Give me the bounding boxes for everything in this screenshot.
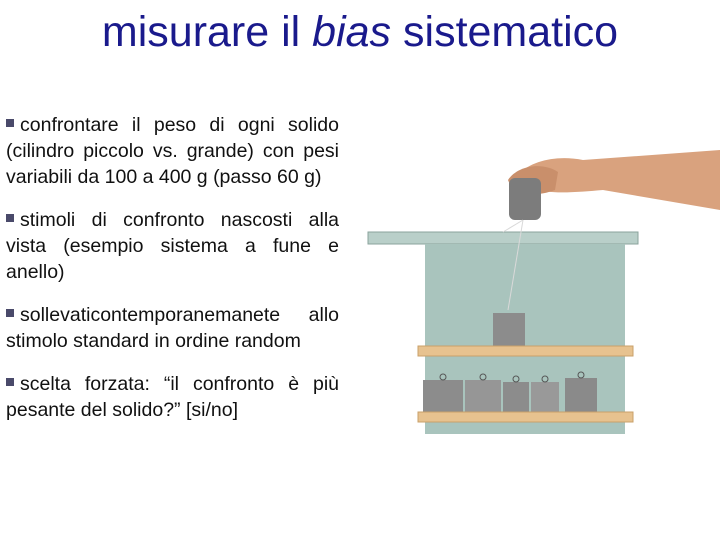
- title-part1: misurare il: [101, 8, 313, 56]
- bullet-item: [6, 302, 339, 354]
- apparatus-photo: [343, 150, 720, 450]
- lower-weight-block: [465, 380, 501, 412]
- lower-weight-block: [503, 382, 529, 412]
- lower-weight-block: [565, 378, 597, 412]
- slide-title: [0, 8, 720, 57]
- bullet-text: sollevaticontemporanemanete allo stimolo standard in ordine random: [6, 304, 339, 352]
- title-part2: sistematico: [391, 8, 619, 56]
- string: [503, 220, 523, 232]
- lower-shelf: [418, 412, 633, 422]
- bullet-item: [6, 112, 339, 190]
- small-cylinder: [509, 178, 541, 220]
- title-emphasis: bias: [312, 8, 392, 56]
- bullet-text: scelta forzata: “il confronto è più pesante del solido?” [si/no]: [6, 373, 339, 421]
- square-bullet-icon: [6, 378, 14, 386]
- top-board: [368, 232, 638, 244]
- square-bullet-icon: [6, 309, 14, 317]
- bullet-text: stimoli di confronto nascosti alla vista (esempio sistema a fune e anello): [6, 209, 339, 283]
- bullet-item: [6, 207, 339, 285]
- square-bullet-icon: [6, 214, 14, 222]
- bullet-list: [6, 112, 339, 440]
- upper-shelf: [418, 346, 633, 356]
- bullet-text: confrontare il peso di ogni solido (cilindro piccolo vs. grande) con pesi variabili da 100 a 400 g (passo 60 g): [6, 114, 339, 188]
- bullet-item: [6, 371, 339, 423]
- upper-weight-block: [493, 313, 525, 348]
- square-bullet-icon: [6, 119, 14, 127]
- lower-weight-block: [423, 380, 463, 412]
- lower-weight-block: [531, 382, 559, 412]
